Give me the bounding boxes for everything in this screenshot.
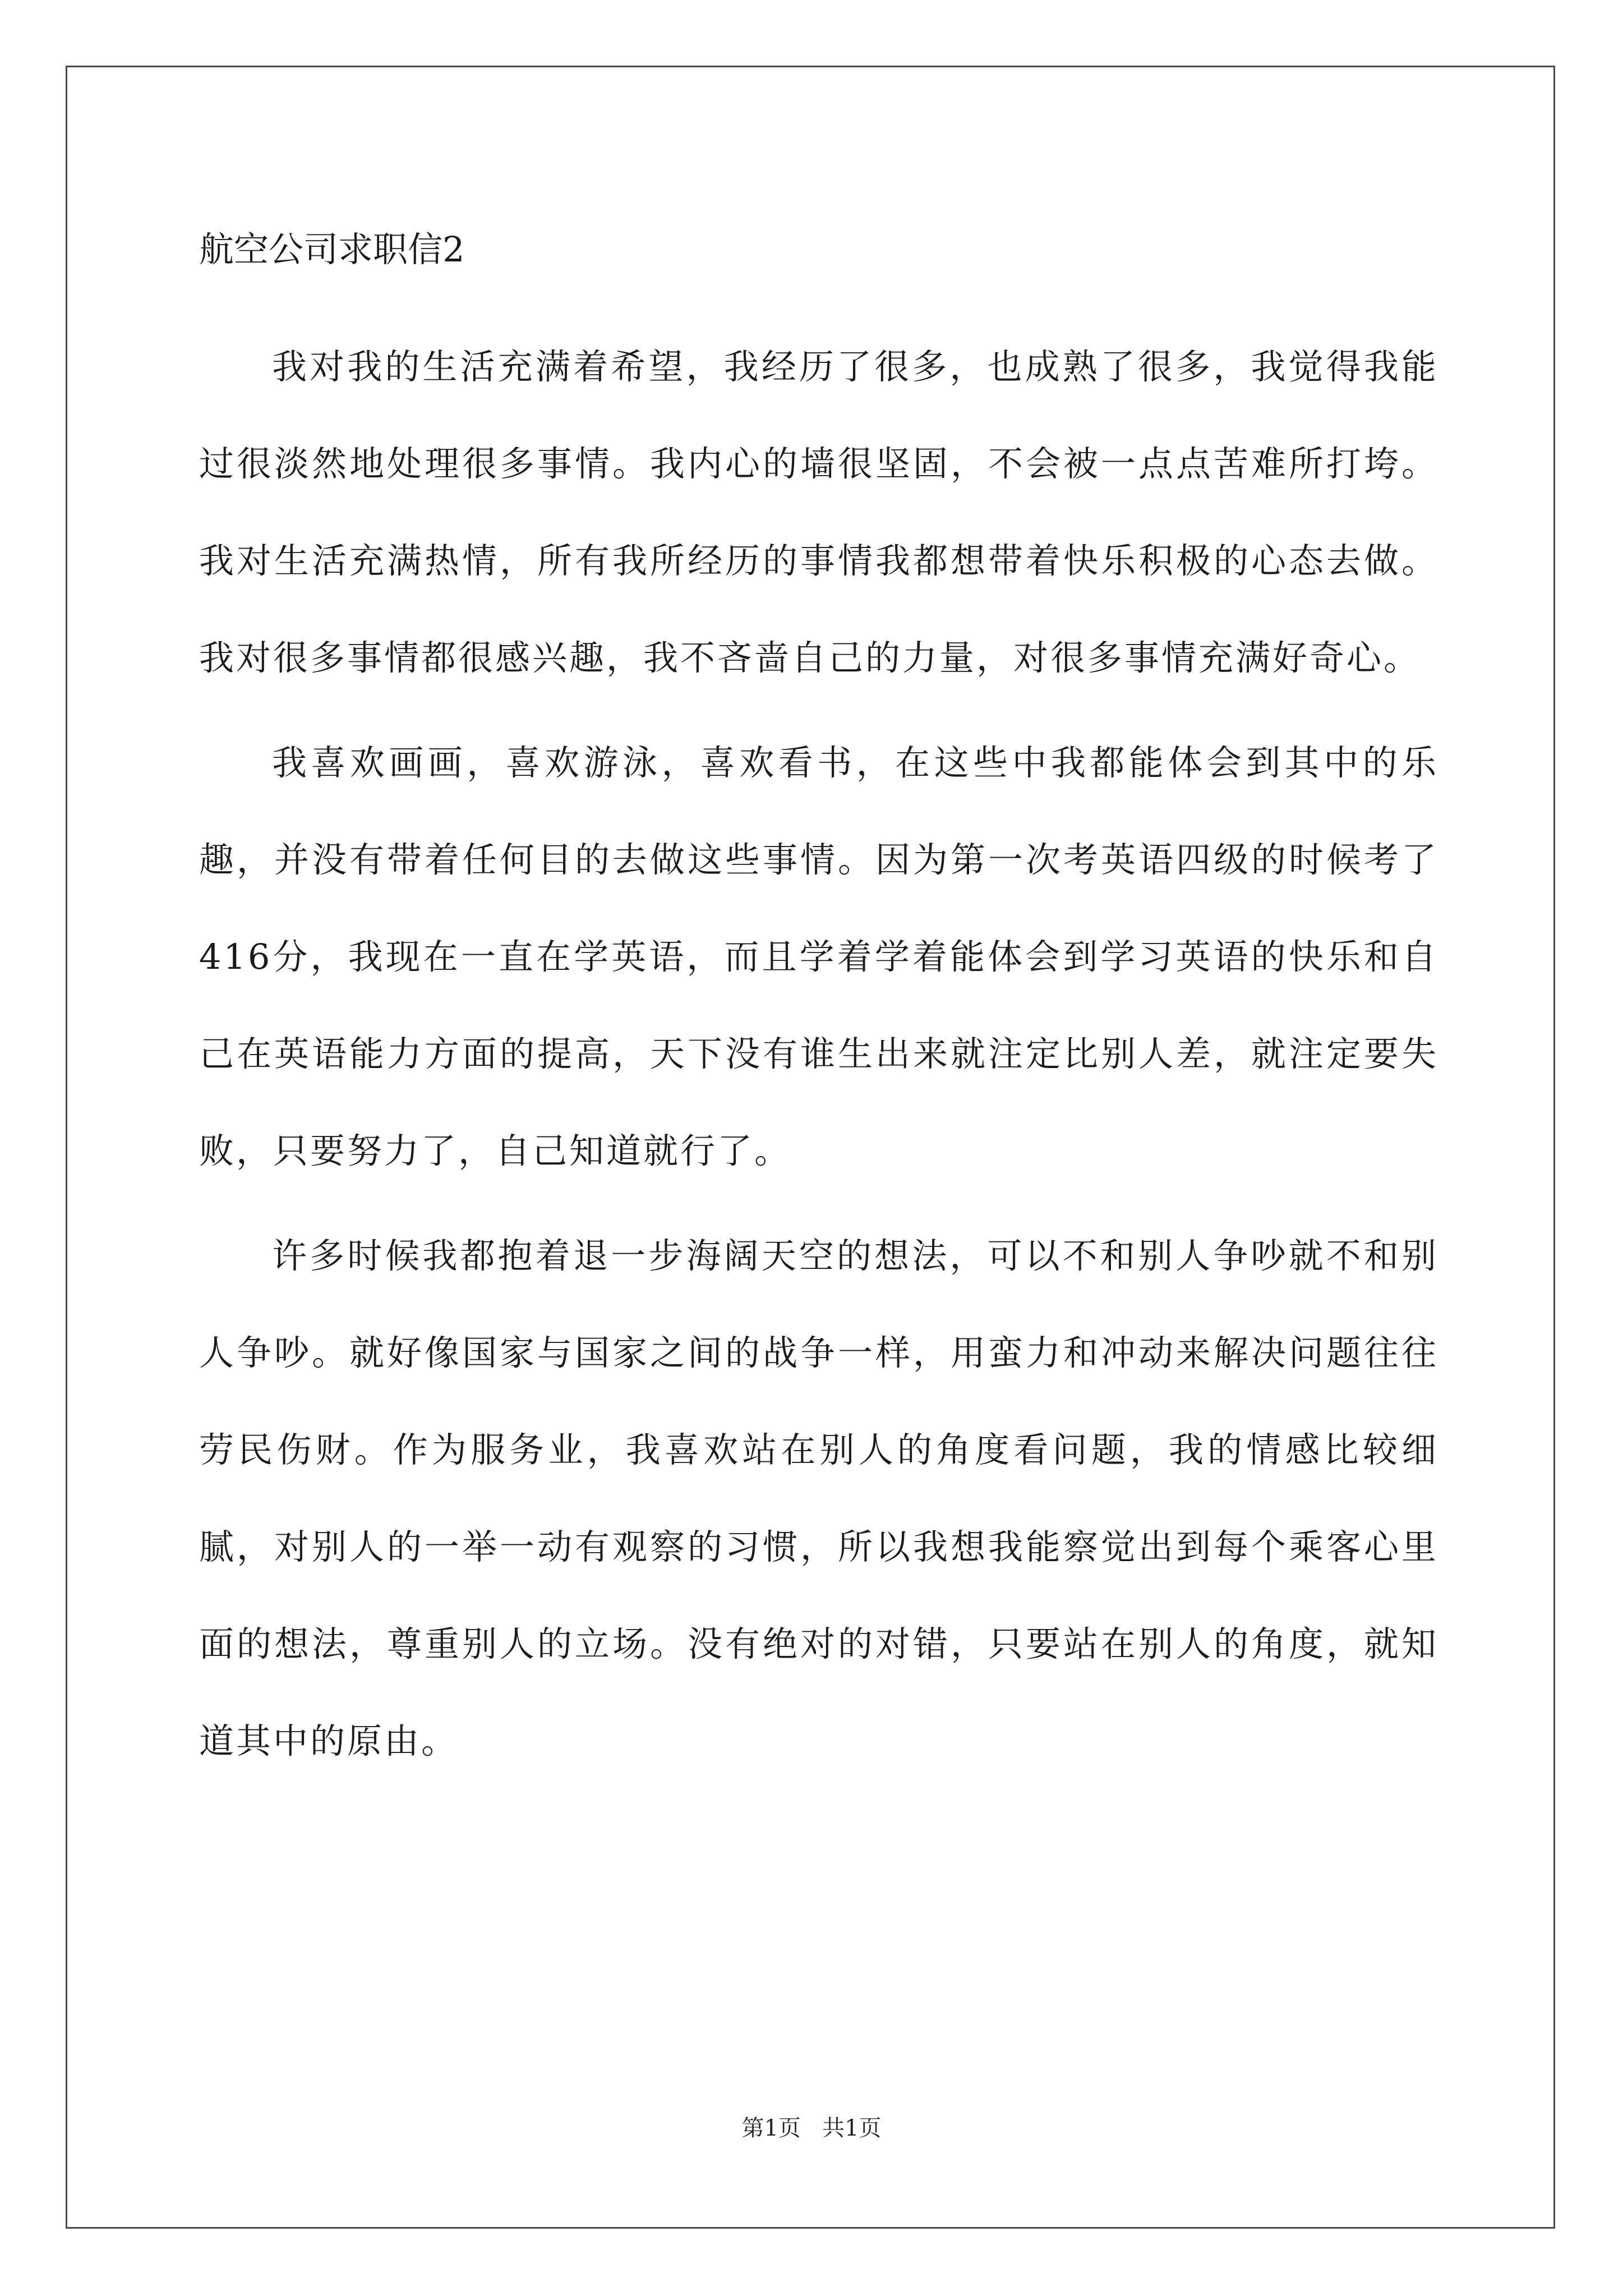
page-footer: 第1页 共1页 xyxy=(741,2115,882,2141)
paragraph-3: 许多时候我都抱着退一步海阔天空的想法，可以不和别人争吵就不和别人争吵。就好像国家与国家之间的战争一样，用蛮力和冲动来解决问题往往劳民伤财。作为服务业，我喜欢站在别人的角度看问题，我的情感比较细腻，对别人的一举一动有观察的习惯，所以我想我能察觉出到每个乘客心里面的想法，尊重别人的立场。没有绝对的对错，只要站在别人的角度，就知道其中的原由。 xyxy=(199,1235,1438,1761)
document-title: 航空公司求职信2 xyxy=(199,229,465,270)
paragraph-1: 我对我的生活充满着希望，我经历了很多，也成熟了很多，我觉得我能过很淡然地处理很多事情。我内心的墙很坚固，不会被一点点苦难所打垮。我对生活充满热情，所有我所经历的事情我都想带着快乐积极的心态去做。我对很多事情都很感兴趣，我不吝啬自己的力量，对很多事情充满好奇心。 xyxy=(199,346,1438,678)
document-body xyxy=(199,222,1438,1789)
paragraph-2: 我喜欢画画，喜欢游泳，喜欢看书，在这些中我都能体会到其中的乐趣，并没有带着任何目的去做这些事情。因为第一次考英语四级的时候考了416分，我现在一直在学英语，而且学着学着能体会到学习英语的快乐和自己在英语能力方面的提高，天下没有谁生出来就注定比别人差，就注定要失败，只要努力了，自己知道就行了。 xyxy=(199,742,1438,1171)
